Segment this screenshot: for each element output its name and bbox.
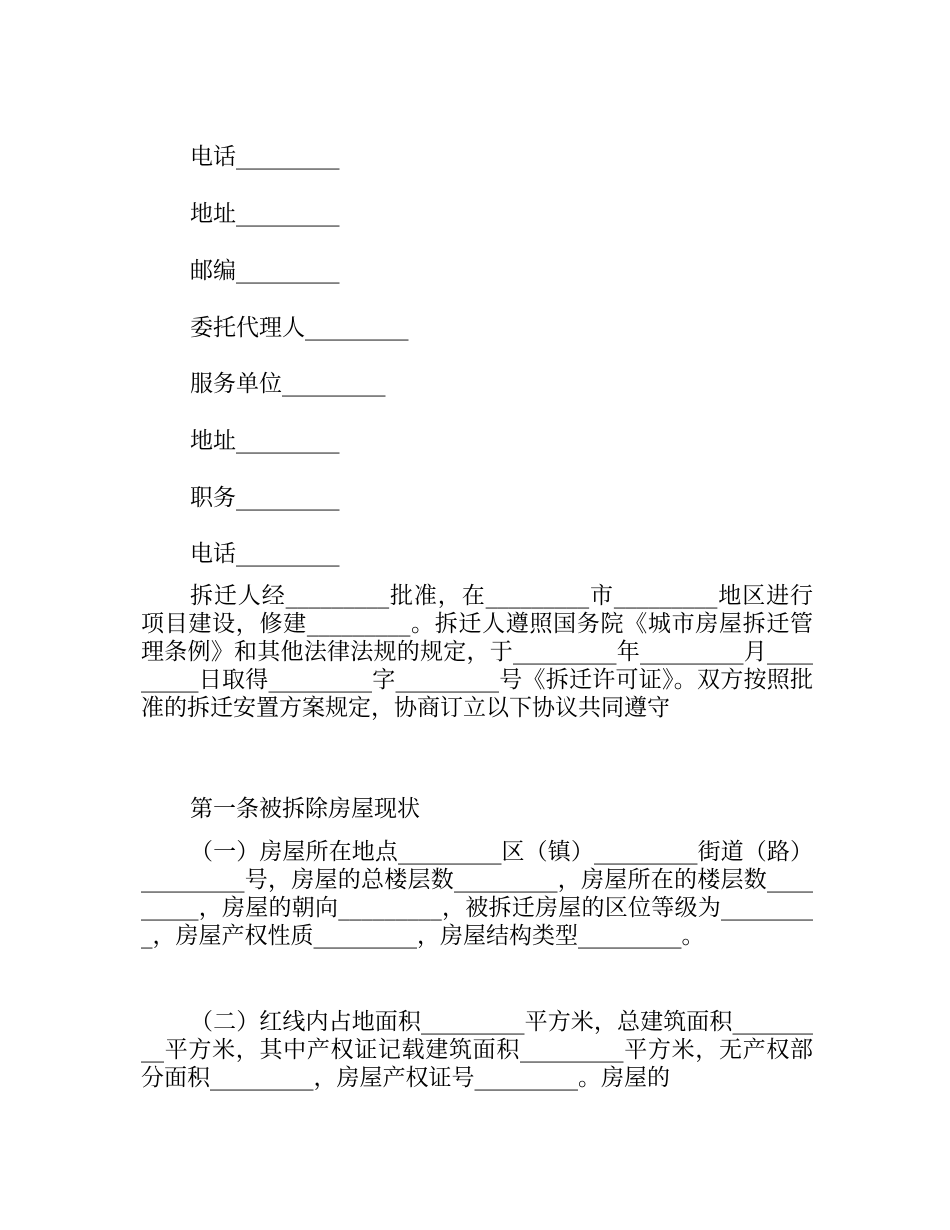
field-label: 职务 bbox=[190, 485, 236, 511]
field-blank: _________ bbox=[236, 144, 340, 170]
field-label: 邮编 bbox=[190, 258, 236, 284]
field-label: 委托代理人 bbox=[190, 315, 305, 341]
field-employer bbox=[190, 369, 386, 399]
field-blank: _________ bbox=[282, 371, 386, 397]
field-label: 电话 bbox=[190, 144, 236, 170]
field-blank: _________ bbox=[236, 428, 340, 454]
field-employer-address bbox=[190, 426, 340, 456]
field-blank: _________ bbox=[236, 541, 340, 567]
field-position bbox=[190, 483, 340, 513]
field-phone bbox=[190, 142, 340, 172]
article-one-title: 第一条被拆除房屋现状 bbox=[190, 796, 420, 822]
field-label: 地址 bbox=[190, 428, 236, 454]
field-blank: _________ bbox=[305, 315, 409, 341]
field-address bbox=[190, 199, 340, 229]
field-label: 电话 bbox=[190, 541, 236, 567]
clause-one-paragraph: （一）房屋所在地点_________区（镇）_________街道（路）_________号，房屋的总楼层数_________，房屋所在的楼层数_________，房屋的朝向_________，被拆迁房屋的区位等级为_________，房屋产权性质_________，房屋结构类型_________。 bbox=[141, 839, 813, 949]
field-phone-2 bbox=[190, 539, 340, 569]
clause-two-paragraph: （二）红线内占地面积_________平方米，总建筑面积_________平方米，其中产权证记载建筑面积_________平方米，无产权部分面积_________，房屋产权证号_________。房屋的 bbox=[141, 1009, 813, 1091]
preamble-paragraph: 拆迁人经_________批准，在_________市_________地区进行项目建设，修建_________。拆迁人遵照国务院《城市房屋拆迁管理条例》和其他法律法规的规定，于_________年_________月_________日取得_________字_________号《拆迁许可证》。双方按照批准的拆迁安置方案规定，协商订立以下协议共同遵守 bbox=[141, 583, 813, 721]
field-agent bbox=[190, 313, 409, 343]
field-blank: _________ bbox=[236, 485, 340, 511]
field-label: 服务单位 bbox=[190, 371, 282, 397]
field-blank: _________ bbox=[236, 201, 340, 227]
field-blank: _________ bbox=[236, 258, 340, 284]
field-postcode bbox=[190, 256, 340, 286]
field-label: 地址 bbox=[190, 201, 236, 227]
